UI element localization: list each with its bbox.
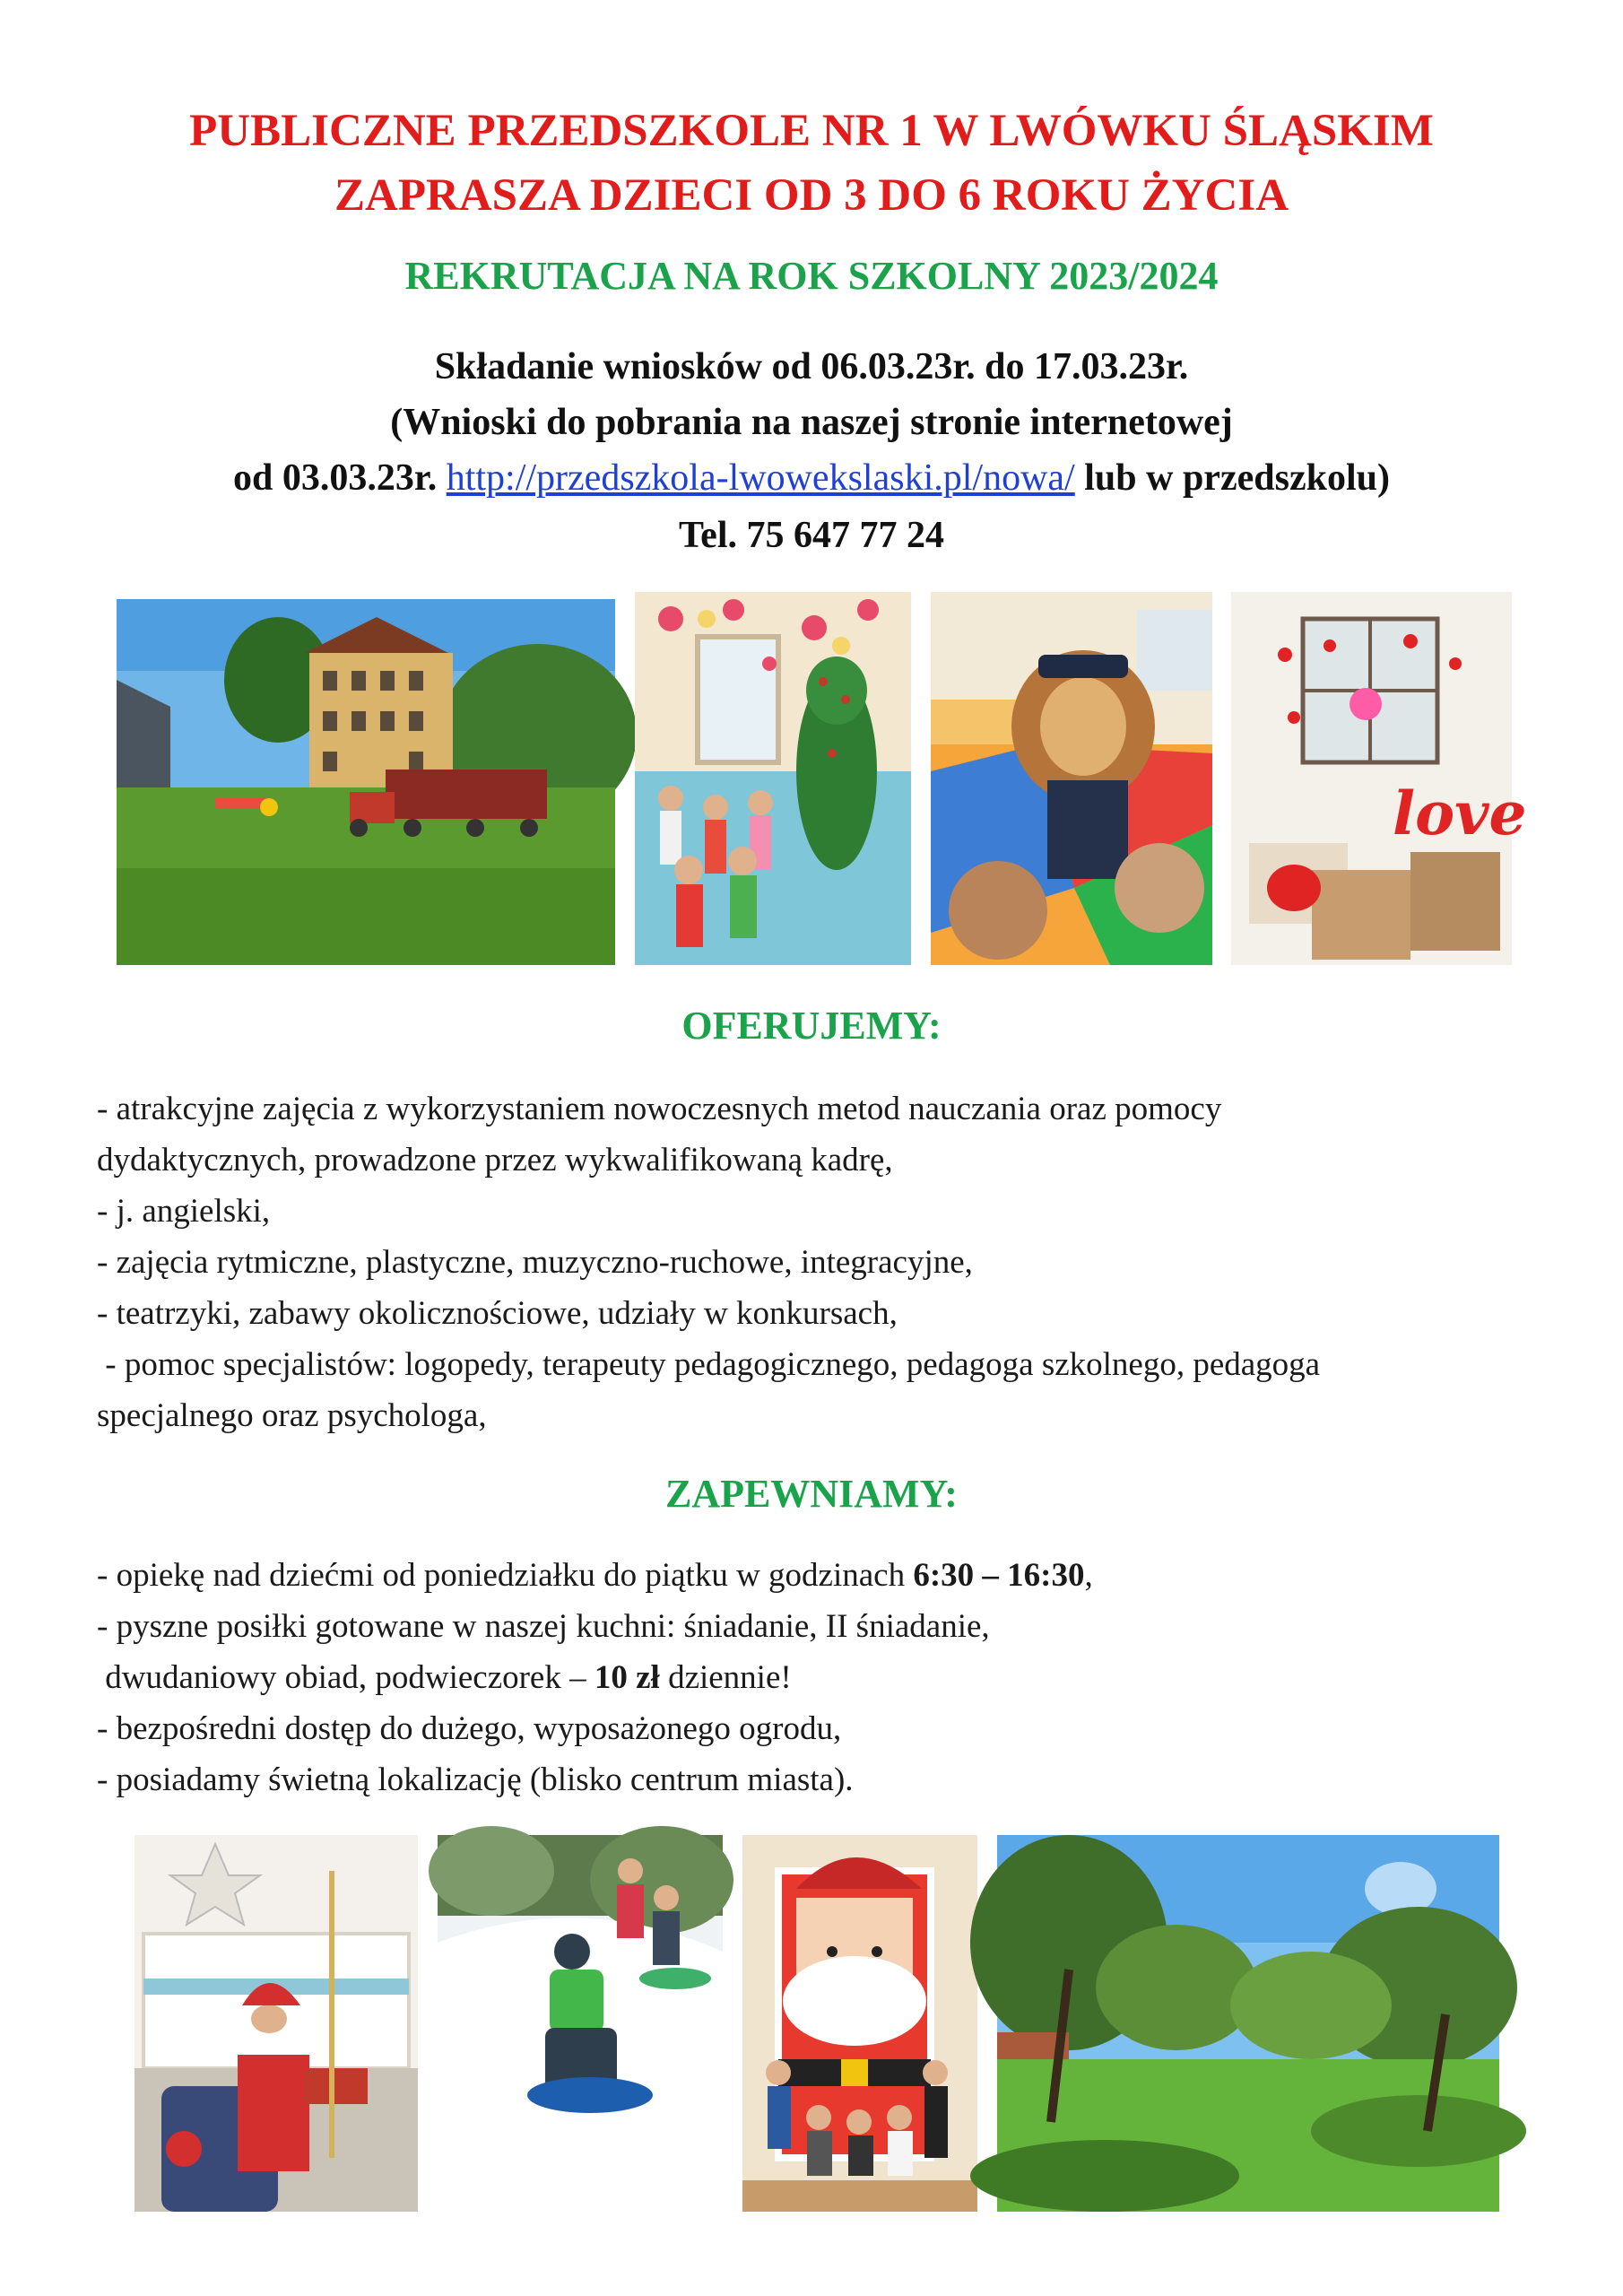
application-download-source [0, 450, 1623, 506]
photo-winter-sledding [438, 1835, 723, 2212]
meals-end: dziennie! [659, 1659, 792, 1696]
guarantee-list [97, 1550, 1549, 1805]
guarantee-line: - posiadamy świetną lokalizację (blisko centrum miasta). [97, 1761, 854, 1798]
website-link[interactable]: http://przedszkola-lwowekslaski.pl/nowa/ [446, 457, 1075, 499]
guarantee-heading: ZAPEWNIAMY: [665, 1472, 958, 1516]
recruitment-heading: REKRUTACJA NA ROK SZKOLNY 2023/2024 [404, 254, 1219, 298]
phone-number: Tel. 75 647 77 24 [679, 515, 944, 556]
guarantee-line: - pyszne posiłki gotowane w naszej kuchni: śniadanie, II śniadanie, [97, 1608, 990, 1645]
offer-line: dydaktycznych, prowadzone przez wykwalifikowaną kadrę, [97, 1142, 893, 1178]
offer-line: - teatrzyki, zabawy okolicznościowe, udziały w konkursach, [97, 1295, 898, 1332]
photo-dinosaur-party [635, 592, 911, 965]
svg-text:love: love [1393, 778, 1527, 848]
meals-text: dwudaniowy obiad, podwieczorek – [97, 1659, 595, 1696]
guarantee-line: - bezpośredni dostęp do dużego, wyposażonego ogrodu, [97, 1710, 842, 1747]
offer-line: - zajęcia rytmiczne, plastyczne, muzyczno-ruchowe, integracyjne, [97, 1244, 973, 1281]
care-hours-value: 6:30 – 16:30 [913, 1557, 1085, 1594]
offer-heading: OFERUJEMY: [681, 1004, 942, 1048]
photo-santa-door [742, 1835, 977, 2212]
photo-valentine-decor [1231, 592, 1527, 965]
offer-line: - pomoc specjalistów: logopedy, terapeuty pedagogicznego, pedagoga szkolnego, pedagoga [97, 1346, 1321, 1383]
poster-title-line2: ZAPRASZA DZIECI OD 3 DO 6 ROKU ŻYCIA [334, 170, 1289, 221]
offer-line: specjalnego oraz psychologa, [97, 1397, 487, 1434]
download-alt-text: lub w przedszkolu) [1074, 457, 1390, 499]
application-download-note: (Wnioski do pobrania na naszej stronie internetowej [390, 402, 1233, 443]
meals-price: 10 zł [594, 1659, 660, 1696]
application-dates: Składanie wniosków od 06.03.23r. do 17.03.23r. [434, 346, 1189, 387]
guarantee-line [97, 1652, 1549, 1703]
offer-list [97, 1083, 1549, 1441]
offer-line: - j. angielski, [97, 1193, 271, 1230]
photo-garden [997, 1835, 1499, 2212]
poster-title-line1: PUBLICZNE PRZEDSZKOLE NR 1 W LWÓWKU ŚLĄSKIM [189, 106, 1434, 156]
photo-lion-mascot [931, 592, 1212, 965]
guarantee-line [97, 1550, 1549, 1601]
download-date-text: od 03.03.23r. [233, 457, 447, 499]
offer-line: - atrakcyjne zajęcia z wykorzystaniem nowoczesnych metod nauczania oraz pomocy [97, 1091, 1222, 1127]
care-hours-end: , [1084, 1557, 1093, 1594]
photo-kindergarten-building [117, 599, 615, 965]
care-hours-text: - opiekę nad dziećmi od poniedziałku do piątku w godzinach [97, 1557, 914, 1594]
photo-santa-visit [135, 1835, 418, 2212]
